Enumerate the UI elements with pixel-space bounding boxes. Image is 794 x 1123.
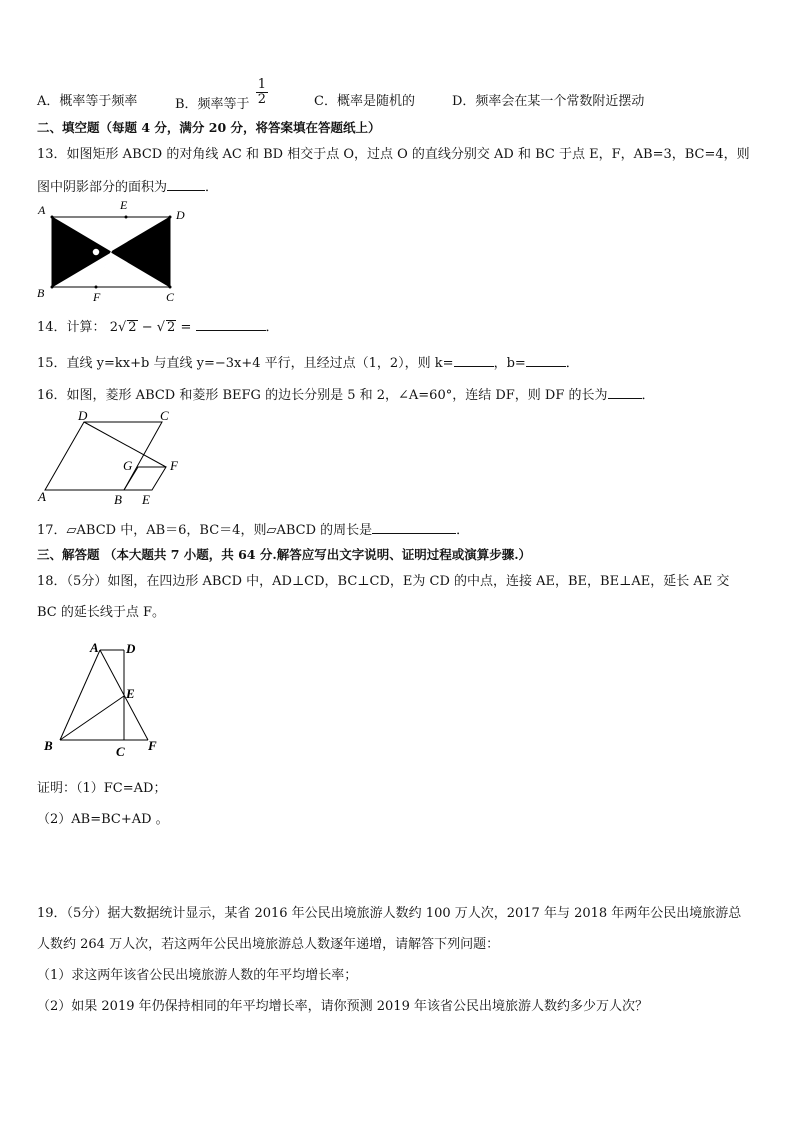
label-f: F [170, 458, 178, 473]
label-c: C [116, 744, 125, 759]
q15-k-blank [454, 354, 494, 367]
fraction-denominator: 2 [257, 92, 266, 107]
q15-b-blank [526, 354, 566, 367]
label-a: A [38, 203, 46, 217]
q12-option-d: D．频率会在某一个常数附近摆动 [452, 94, 645, 109]
q14-radicand-1: 2 [128, 320, 137, 335]
q13-answer-blank [167, 178, 205, 191]
q18-proof-2: （2）AB=BC+AD 。 [37, 812, 169, 827]
q12-option-a: A．概率等于频率 [37, 94, 138, 109]
label-a: A [90, 640, 99, 655]
label-b: B [37, 286, 45, 300]
q17-answer-blank [372, 521, 456, 534]
label-f: F [148, 738, 157, 753]
q17-text: 17．▱ABCD 中，AB＝6，BC＝4，则▱ABCD 的周长是 [37, 523, 373, 538]
q13-figure [30, 195, 200, 305]
q12-option-b [175, 77, 268, 112]
label-c: C [166, 290, 175, 304]
q15-mid: ，b= [493, 356, 526, 371]
point-c-dot [169, 286, 172, 289]
label-a: A [38, 489, 46, 504]
q16-period: ． [641, 388, 655, 403]
q18-line2: BC 的延长线于点 F。 [37, 605, 166, 620]
q12-option-c: C．概率是随机的 [314, 94, 415, 109]
section3-heading: 三、解答题 （本大题共 7 小题，共 64 分.解答应写出文字说明、证明过程或演算步骤.） [37, 547, 532, 562]
q18-proof-1: 证明：（1）FC=AD； [37, 781, 167, 796]
q19-line2: 人数约 264 万人次，若这两年公民出境旅游总人数逐年递增，请解答下列问题： [37, 937, 500, 952]
fraction-numerator: 1 [257, 77, 266, 92]
q18-line1: 18．（5分）如图，在四边形 ABCD 中，AD⊥CD，BC⊥CD，E为 CD 的中点，连接 AE，BE，BE⊥AE，延长 AE 交 [37, 574, 730, 589]
label-b: B [114, 492, 122, 507]
point-a-dot [51, 216, 54, 219]
label-d: D [176, 208, 185, 222]
label-b: B [44, 738, 53, 753]
q14-line [37, 318, 279, 336]
label-c: C [160, 408, 169, 423]
label-d: D [126, 641, 136, 656]
point-e-dot [125, 216, 128, 219]
label-g: G [123, 458, 133, 473]
label-e: E [120, 198, 128, 212]
q12-option-b-text: B．频率等于 [175, 97, 250, 112]
q13-period: ． [205, 180, 219, 195]
section2-heading: 二、填空题（每题 4 分，满分 20 分，将答案填在答题纸上） [37, 120, 381, 135]
q17-line [37, 521, 469, 539]
q15-line [37, 354, 579, 372]
q19-part1: （1）求这两年该省公民出境旅游人数的年平均增长率； [37, 968, 358, 983]
q12-fraction [256, 78, 268, 107]
radical-sign: √ [117, 320, 127, 335]
q16-answer-blank [608, 386, 642, 399]
q13-line2 [37, 178, 218, 196]
q14-answer-blank [196, 318, 266, 331]
label-d: D [78, 408, 88, 423]
point-f-dot [95, 286, 98, 289]
q15-text: 15．直线 y=kx+b 与直线 y=−3x+4 平行，且经过点（1，2），则 k= [37, 356, 454, 371]
q14-minus: − [141, 320, 153, 335]
q19-line1: 19．（5分）据大数据统计显示，某省 2016 年公民出境旅游人数约 100 万人次，2017 年与 2018 年两年公民出境旅游总 [37, 906, 742, 921]
q18-figure [38, 636, 168, 760]
q14-period: ． [265, 320, 279, 335]
q16-figure [30, 408, 190, 508]
point-b-dot [51, 286, 54, 289]
q13-line2-text: 图中阴影部分的面积为 [37, 180, 168, 195]
point-o [92, 248, 100, 256]
label-e: E [142, 492, 150, 507]
q13-line1: 13．如图矩形 ABCD 的对角线 AC 和 BD 相交于点 O，过点 O 的直线分别交 AD 和 BC 于点 E，F，AB=3，BC=4，则 [37, 147, 750, 162]
q17-period: ． [456, 523, 470, 538]
q15-period: ． [565, 356, 579, 371]
q16-line [37, 386, 655, 404]
radical-sign: √ [156, 320, 166, 335]
label-f: F [93, 290, 101, 304]
q14-equals: = [180, 320, 192, 335]
q16-text: 16．如图，菱形 ABCD 和菱形 BEFG 的边长分别是 5 和 2，∠A=60°，连结 DF，则 DF 的长为 [37, 388, 608, 403]
q19-part2: （2）如果 2019 年仍保持相同的年平均增长率，请你预测 2019 年该省公民出境旅游人数约多少万人次？ [37, 999, 648, 1014]
q14-radicand-2: 2 [167, 320, 176, 335]
q14-coefficient: 2 [109, 320, 118, 335]
label-e: E [126, 686, 135, 701]
q14-prefix: 14．计算： [37, 320, 106, 335]
point-d-dot [169, 216, 172, 219]
